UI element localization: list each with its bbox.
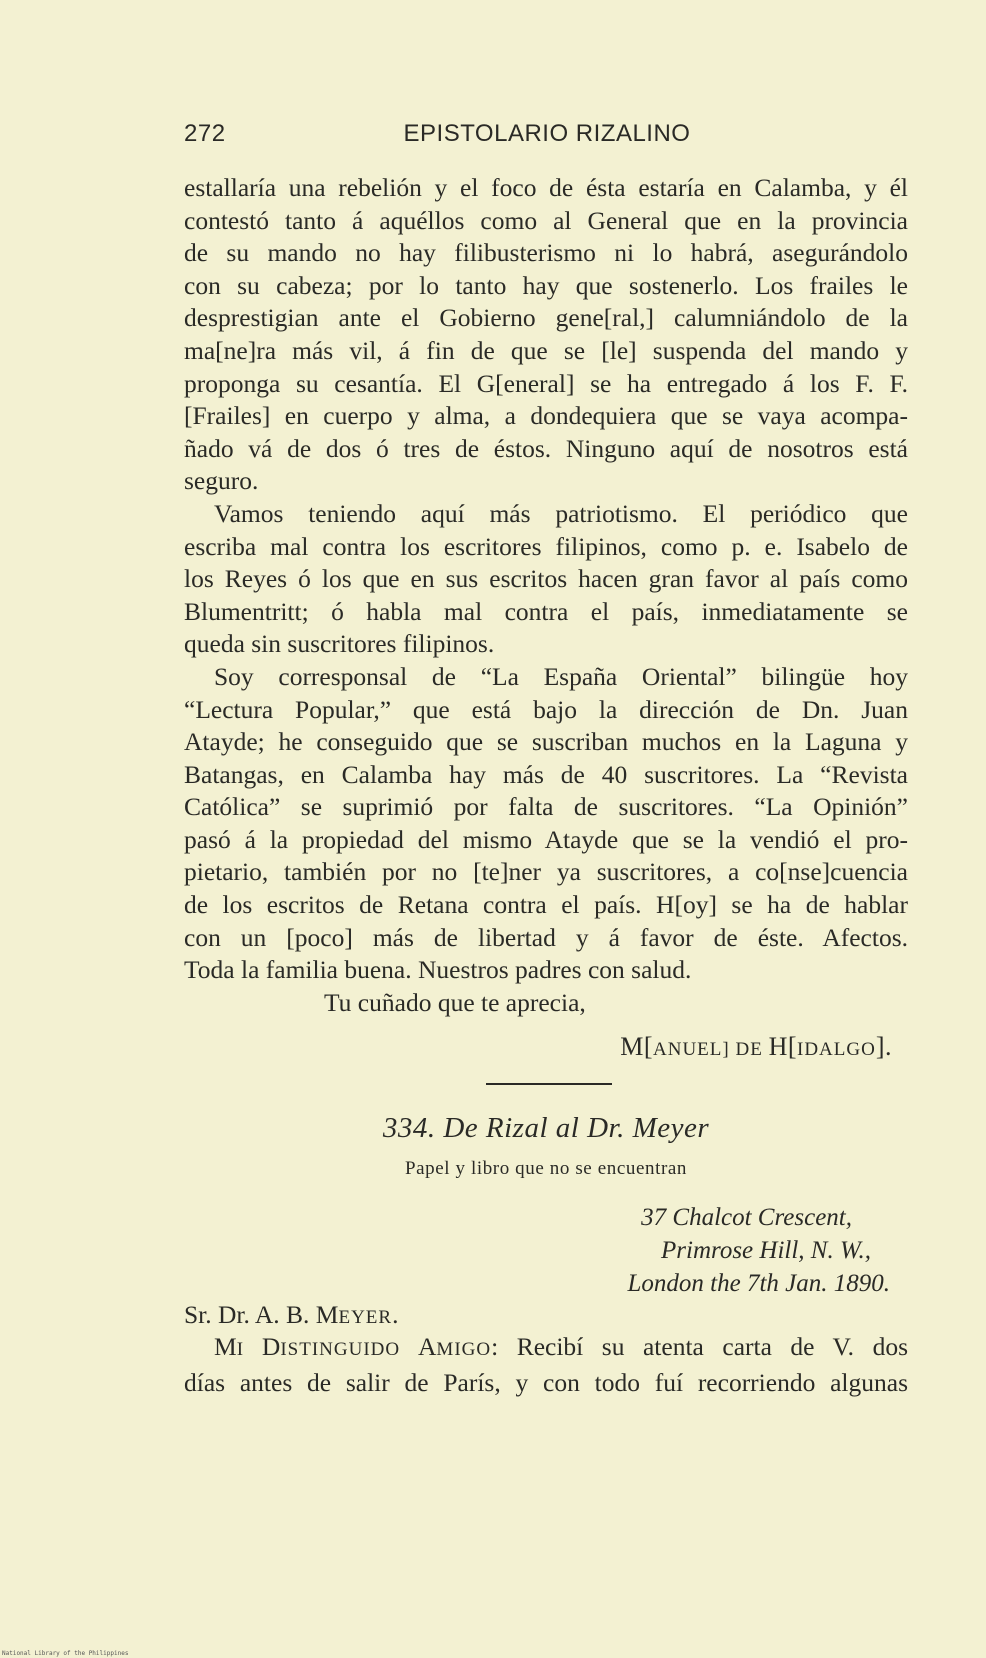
- signature-name-1: ANUEL: [653, 1039, 723, 1060]
- salutation-small-caps: MIGO: [436, 1339, 492, 1360]
- recipient-end: .: [392, 1300, 399, 1329]
- signature-initial-2: H[: [768, 1032, 797, 1061]
- text-line: con un [poco] más de libertad y á favor de éste. Afectos.: [184, 922, 908, 952]
- sender-address: [628, 1201, 891, 1300]
- footer-credit: National Library of the Philippines: [2, 1650, 129, 1657]
- salutation-small-caps: ISTINGUIDO: [280, 1339, 418, 1360]
- text-line: “Lectura Popular,” que está bajo la dirección de Dn. Juan: [184, 694, 908, 724]
- text-line: con su cabeza; por lo tanto hay que sostenerlo. Los frailes le: [184, 270, 908, 300]
- signature-end: ].: [875, 1032, 892, 1061]
- signature: [620, 1032, 892, 1062]
- recipient-name-rest: EYER: [338, 1307, 393, 1328]
- text-line: Vamos teniendo aquí más patriotismo. El periódico que: [214, 498, 908, 528]
- text-line: queda sin suscritores filipinos.: [184, 629, 495, 659]
- salutation-rest: : Recibí su atenta carta de V. dos: [491, 1332, 909, 1361]
- text-line: de los escritos de Retana contra el país. H[oy] se ha de hablar: [184, 890, 908, 920]
- letter-subheading: Papel y libro que no se encuentran: [404, 1158, 688, 1179]
- text-line: Batangas, en Calamba hay más de 40 suscritores. La “Revista: [184, 759, 908, 789]
- text-line: proponga su cesantía. El G[eneral] se ha entregado á los F. F.: [184, 368, 908, 398]
- page-number: 272: [184, 120, 226, 147]
- salutation-cap: A: [418, 1332, 437, 1361]
- text-line: de su mando no hay filibusterismo ni lo habrá, asegurándolo: [184, 238, 908, 268]
- salutation-cap: M: [214, 1332, 237, 1361]
- letter-continuation-text: [184, 172, 908, 1019]
- recipient-line: [184, 1300, 398, 1330]
- closing-line: Tu cuñado que te aprecia,: [324, 987, 586, 1017]
- salutation-cap: D: [261, 1332, 281, 1361]
- letter-heading: 334. De Rizal al Dr. Meyer: [382, 1112, 710, 1144]
- signature-name-2: IDALGO: [797, 1039, 876, 1060]
- text-line: contestó tanto á aquéllos como al General que en la provincia: [184, 205, 908, 235]
- address-line: 37 Chalcot Crescent,: [641, 1204, 852, 1231]
- text-line: los Reyes ó los que en sus escritos hacen gran favor al país como: [184, 564, 908, 594]
- text-line: ma[ne]ra más vil, á fin de que se [le] suspenda del mando y: [184, 335, 908, 365]
- running-title: EPISTOLARIO RIZALINO: [403, 120, 691, 147]
- signature-initial-1: M[: [620, 1032, 654, 1061]
- text-line: pietario, también por no [te]ner ya suscritores, a co[nse]cuencia: [184, 857, 908, 887]
- text-line: Católica” se suprimió por falta de suscritores. “La Opinión”: [184, 792, 908, 822]
- text-line: Atayde; he conseguido que se suscriban muchos en la Laguna y: [184, 727, 908, 757]
- text-line: Soy corresponsal de “La España Oriental” bilingüe hoy: [214, 661, 908, 691]
- text-line: Toda la familia buena. Nuestros padres con salud.: [184, 955, 692, 985]
- text-line: días antes de salir de París, y con todo fuí recorriendo algunas: [184, 1368, 908, 1397]
- letter-body: [184, 1330, 908, 1399]
- running-header: [184, 120, 910, 156]
- salutation-line: [184, 1330, 908, 1366]
- text-line: [Frailes] en cuerpo y alma, a dondequiera que se vaya acompa-: [184, 401, 908, 431]
- signature-join: ] DE: [722, 1039, 769, 1060]
- section-divider: [486, 1083, 612, 1085]
- text-line: Blumentritt; ó habla mal contra el país, inmediatamente se: [184, 596, 908, 626]
- recipient-prefix: Sr. Dr. A. B. M: [184, 1300, 339, 1329]
- text-line: pasó á la propiedad del mismo Atayde que se la vendió el pro-: [184, 824, 908, 854]
- text-line: escriba mal contra los escritores filipinos, como p. e. Isabelo de: [184, 531, 908, 561]
- salutation-small-caps: I: [236, 1339, 262, 1360]
- address-line: Primrose Hill, N. W.,: [661, 1237, 871, 1264]
- text-line: ñado vá de dos ó tres de éstos. Ninguno aquí de nosotros está: [184, 433, 908, 463]
- text-line: seguro.: [184, 466, 259, 496]
- text-line: estallaría una rebelión y el foco de ésta estaría en Calamba, y él: [184, 173, 908, 202]
- text-line: desprestigian ante el Gobierno gene[ral,] calumniándolo de la: [184, 303, 908, 333]
- address-date-line: London the 7th Jan. 1890.: [627, 1270, 890, 1297]
